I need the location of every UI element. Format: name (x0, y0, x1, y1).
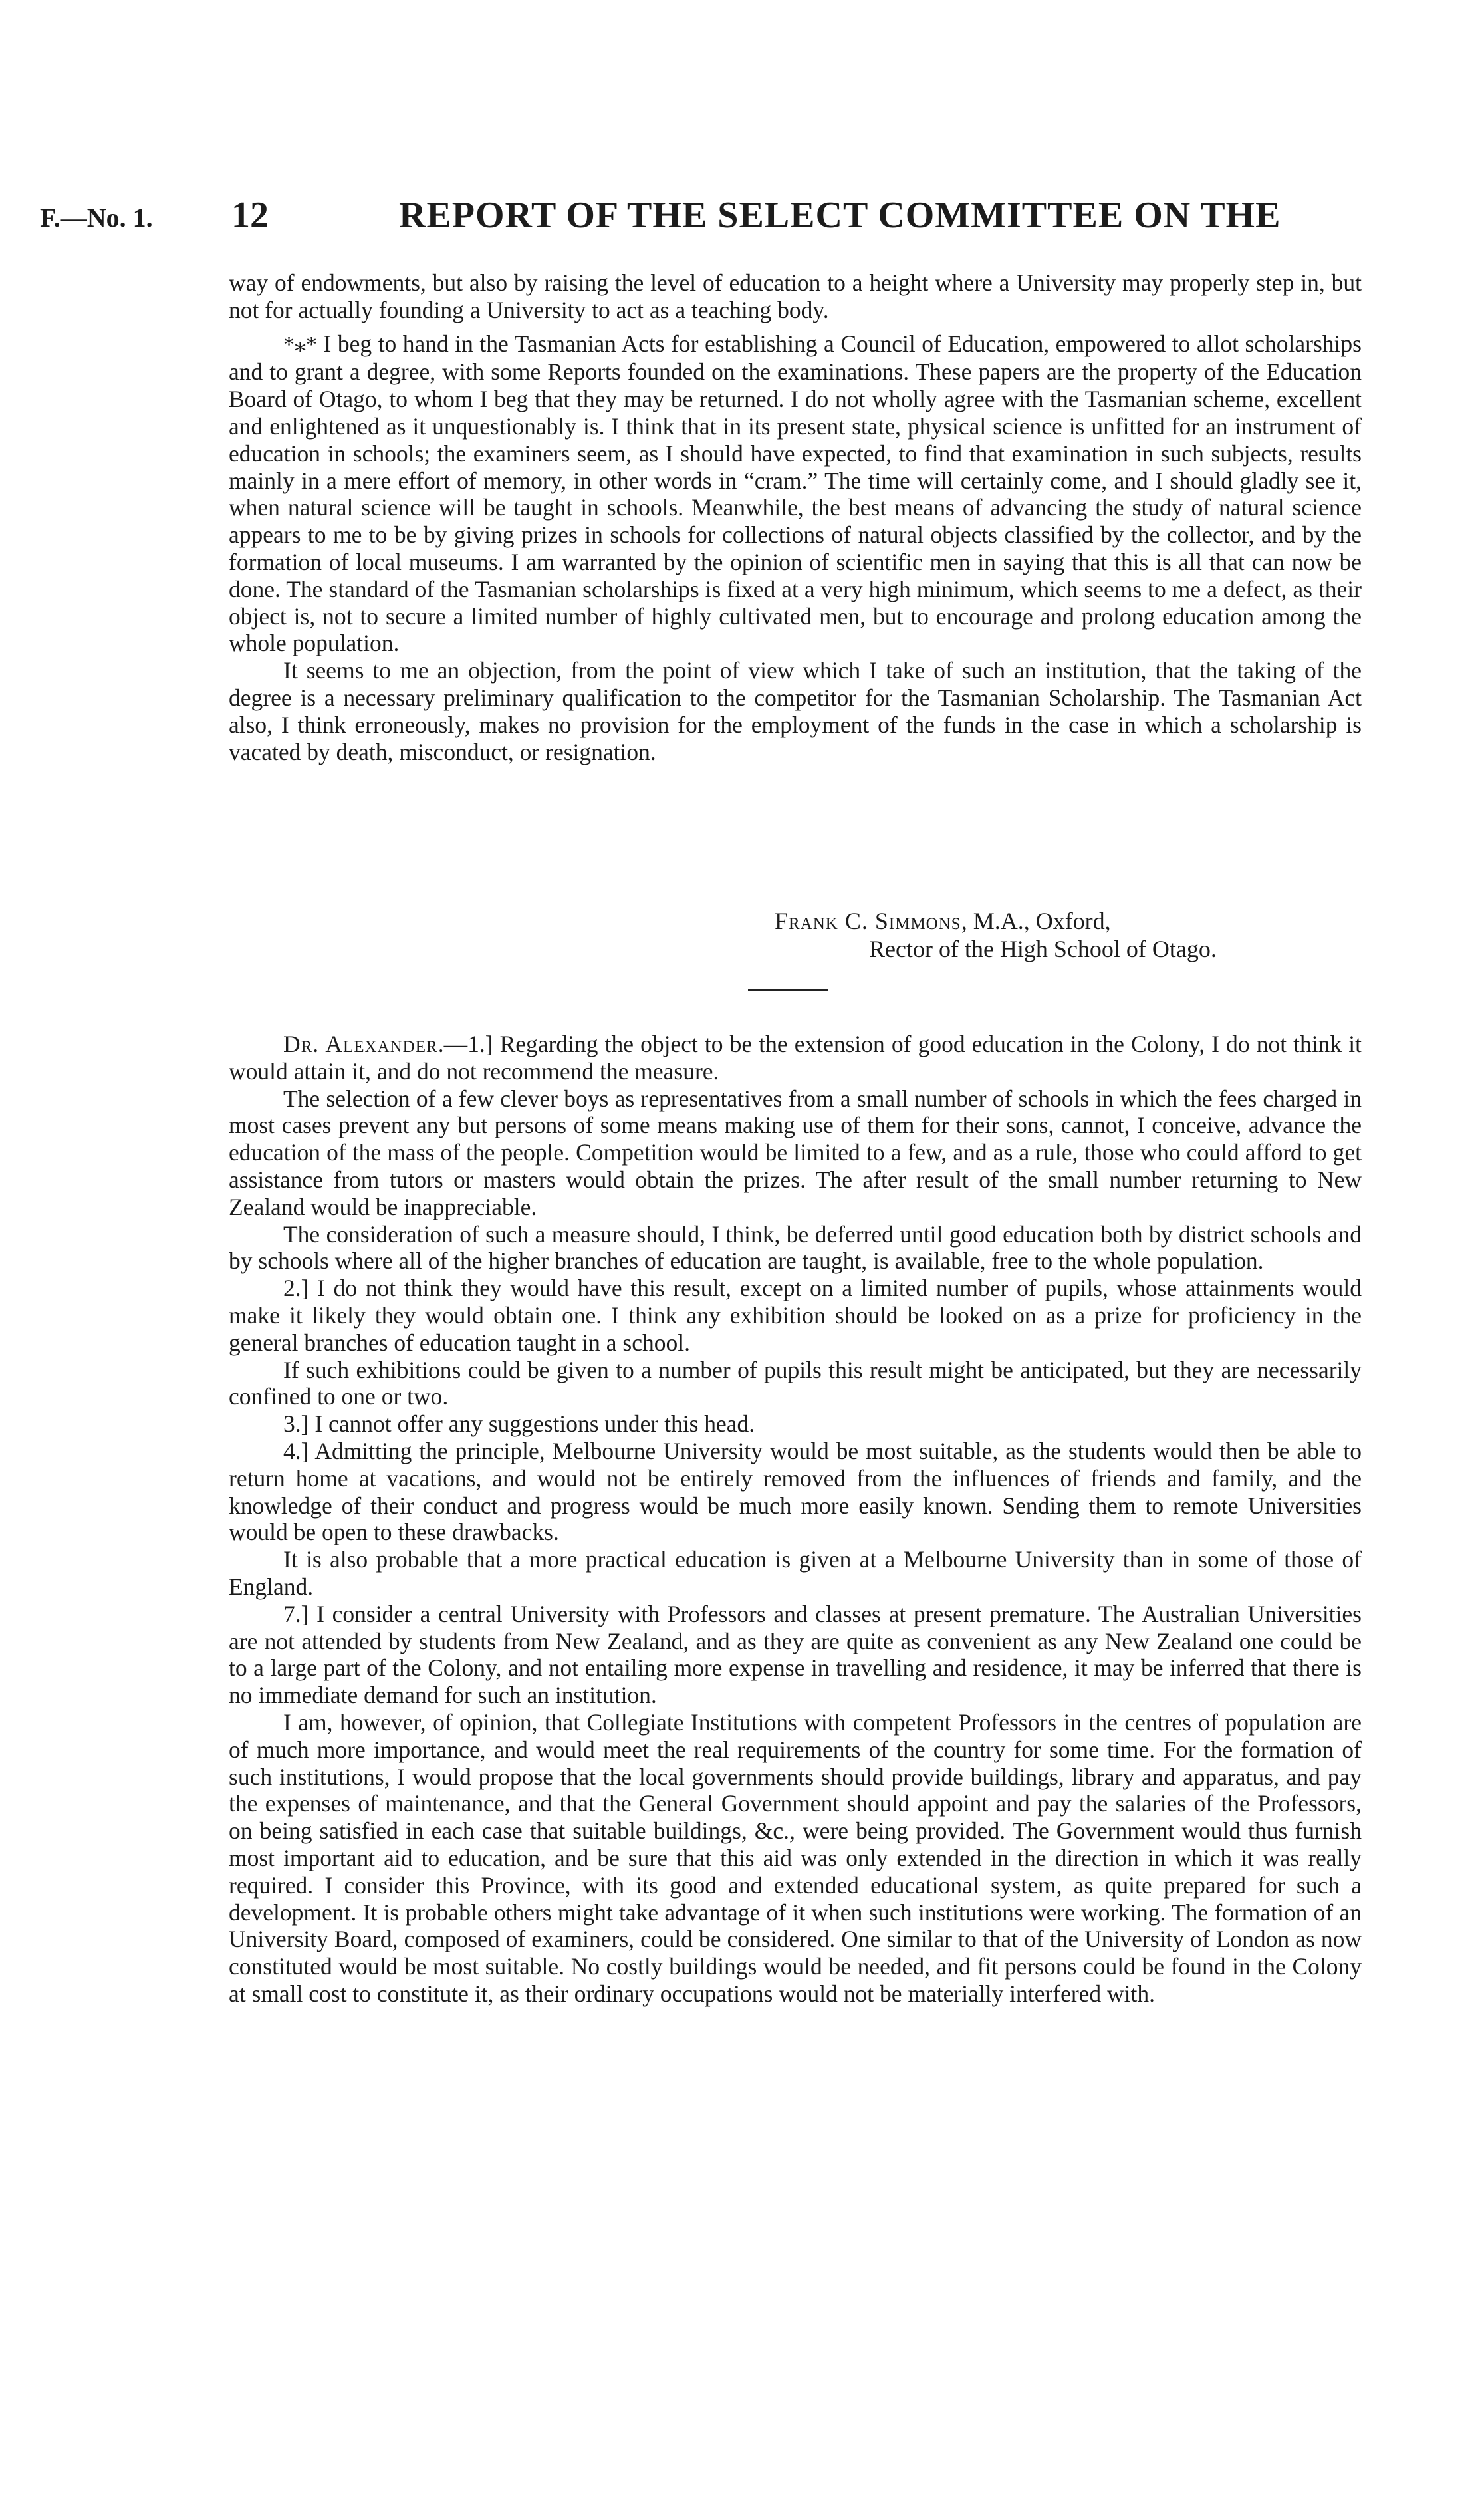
paragraph-text: .—1.] Regarding the object to be the extension of good education in the Colony, I do not think it would attain it, and do not recommend the measure. (229, 1031, 1362, 1085)
paragraph: It seems to me an objection, from the point of view which I take of such an institution, that the taking of the degree is a necessary preliminary qualification to the competitor for the Tasmanian Scholarship. The Tasmanian Act also, I think erroneously, makes no provision for the employment of the funds in the case in which a scholarship is vacated by death, misconduct, or resignation. (229, 657, 1362, 765)
testimony-section (229, 1031, 1362, 2008)
paragraph: 7.] I consider a central University with Professors and classes at present premature. The Australian Universities are not attended by students from New Zealand, and as they are quite as convenient as any New Zealand one could be to a large part of the Colony, and not entailing more expense in travelling and residence, it may be inferred that there is no immediate demand for such an institution. (229, 1600, 1362, 1709)
page-header (0, 194, 1484, 241)
page-number: 12 (231, 195, 269, 236)
letter-section (229, 269, 1362, 765)
section-divider (748, 989, 828, 991)
paragraph-text: I beg to hand in the Tasmanian Acts for establishing a Council of Education, empowered to allot scholarships and to grant a degree, with some Reports founded on the examinations. These papers are the property of the Education Board of Otago, to whom I beg that they may be returned. I do not wholly agree with the Tasmanian scheme, excellent and enlightened as it unquestionably is. I think that in its present state, physical science is unfitted for an instrument of education in schools; the examiners seem, as I should have expected, to find that examination in such subjects, results mainly in a mere effort of memory, in other words in “cram.” The time will certainly come, and I should gladly see it, when natural science will be taught in schools. Meanwhile, the best means of advancing the study of natural science appears to me to be by giving prizes in schools for collections of natural objects classified by the collector, and by the formation of local museums. I am warranted by the opinion of scientific men in saying that this is all that can now be done. The standard of the Tasmanian scholarships is fixed at a very high minimum, which seems to me a defect, as their object is, not to secure a limited number of highly cultivated men, but to encourage and prolong education among the whole population. (229, 330, 1362, 657)
paragraph: 2.] I do not think they would have this result, except on a limited number of pupils, whose attainments would make it likely they would obtain one. I think any exhibition should be looked on as a prize for proficiency in the general branches of education taught in a school. (229, 1275, 1362, 1356)
document-reference: F.—No. 1. (40, 203, 153, 233)
paragraph: 3.] I cannot offer any suggestions under this head. (283, 1410, 755, 1438)
paragraph: The selection of a few clever boys as representatives from a small number of schools in which the fees charged in most cases prevent any but persons of some means making use of them for their sons, cannot, I conceive, advance the education of the mass of the people. Competition would be limited to a few, and as a rule, those who could afford to get assistance from tutors or masters would obtain the prizes. The after result of the small number returning to New Zealand would be inappreciable. (229, 1085, 1362, 1220)
paragraph: I am, however, of opinion, that Collegiate Institutions with competent Professors in the centres of population are of much more importance, and would meet the real requirements of the country for some time. For the formation of such institutions, I would propose that the local governments should provide buildings, library and apparatus, and pay the expenses of maintenance, and that the General Government should appoint and pay the salaries of the Professors, on being satisfied in each case that suitable buildings, &c., were being provided. The Government would thus furnish most important aid to education, and be sure that this aid was only extended in the direction in which it was really required. I consider this Province, with its good and extended educational system, as quite prepared for such a development. It is probable others might take advantage of it when such institutions were working. The formation of an University Board, composed of examiners, could be considered. One similar to that of the University of London as now constituted would be most suitable. No costly buildings would be needed, and fit persons could be found in the Colony at small cost to constitute it, as their ordinary occupations would not be materially interfered with. (229, 1708, 1362, 2007)
paragraph: way of endowments, but also by raising the level of education to a height where a University may properly step in, but not for actually founding a University to act as a teaching body. (229, 269, 1362, 323)
paragraph (229, 330, 1362, 658)
signatory-title: Rector of the High School of Otago. (869, 936, 1217, 962)
paragraph: 4.] Admitting the principle, Melbourne University would be most suitable, as the students would then be able to return home at vacations, and would not be entirely removed from the influences of friends and family, and the knowledge of their conduct and progress would be much more easily known. Sending them to remote Universities would be open to these drawbacks. (229, 1437, 1362, 1546)
signature-name (775, 907, 1217, 935)
speaker-name: Dr. Alexander (283, 1031, 438, 1057)
signatory-degree: , M.A., Oxford, (961, 908, 1111, 934)
running-title: REPORT OF THE SELECT COMMITTEE ON THE (399, 195, 1281, 236)
paragraph (229, 1031, 1362, 1085)
paragraph: The consideration of such a measure should, I think, be deferred until good education both by district schools and by schools where all of the higher branches of education are taught, is available, free to the whole population. (229, 1220, 1362, 1275)
paragraph: If such exhibitions could be given to a number of pupils this result might be anticipated, but they are necessarily confined to one or two. (229, 1356, 1362, 1410)
signature-block (775, 907, 1217, 963)
signatory-name: Frank C. Simmons (775, 908, 961, 934)
asterism-mark: *⁎* (283, 332, 317, 357)
paragraph: It is also probable that a more practical education is given at a Melbourne University than in some of those of England. (229, 1546, 1362, 1600)
